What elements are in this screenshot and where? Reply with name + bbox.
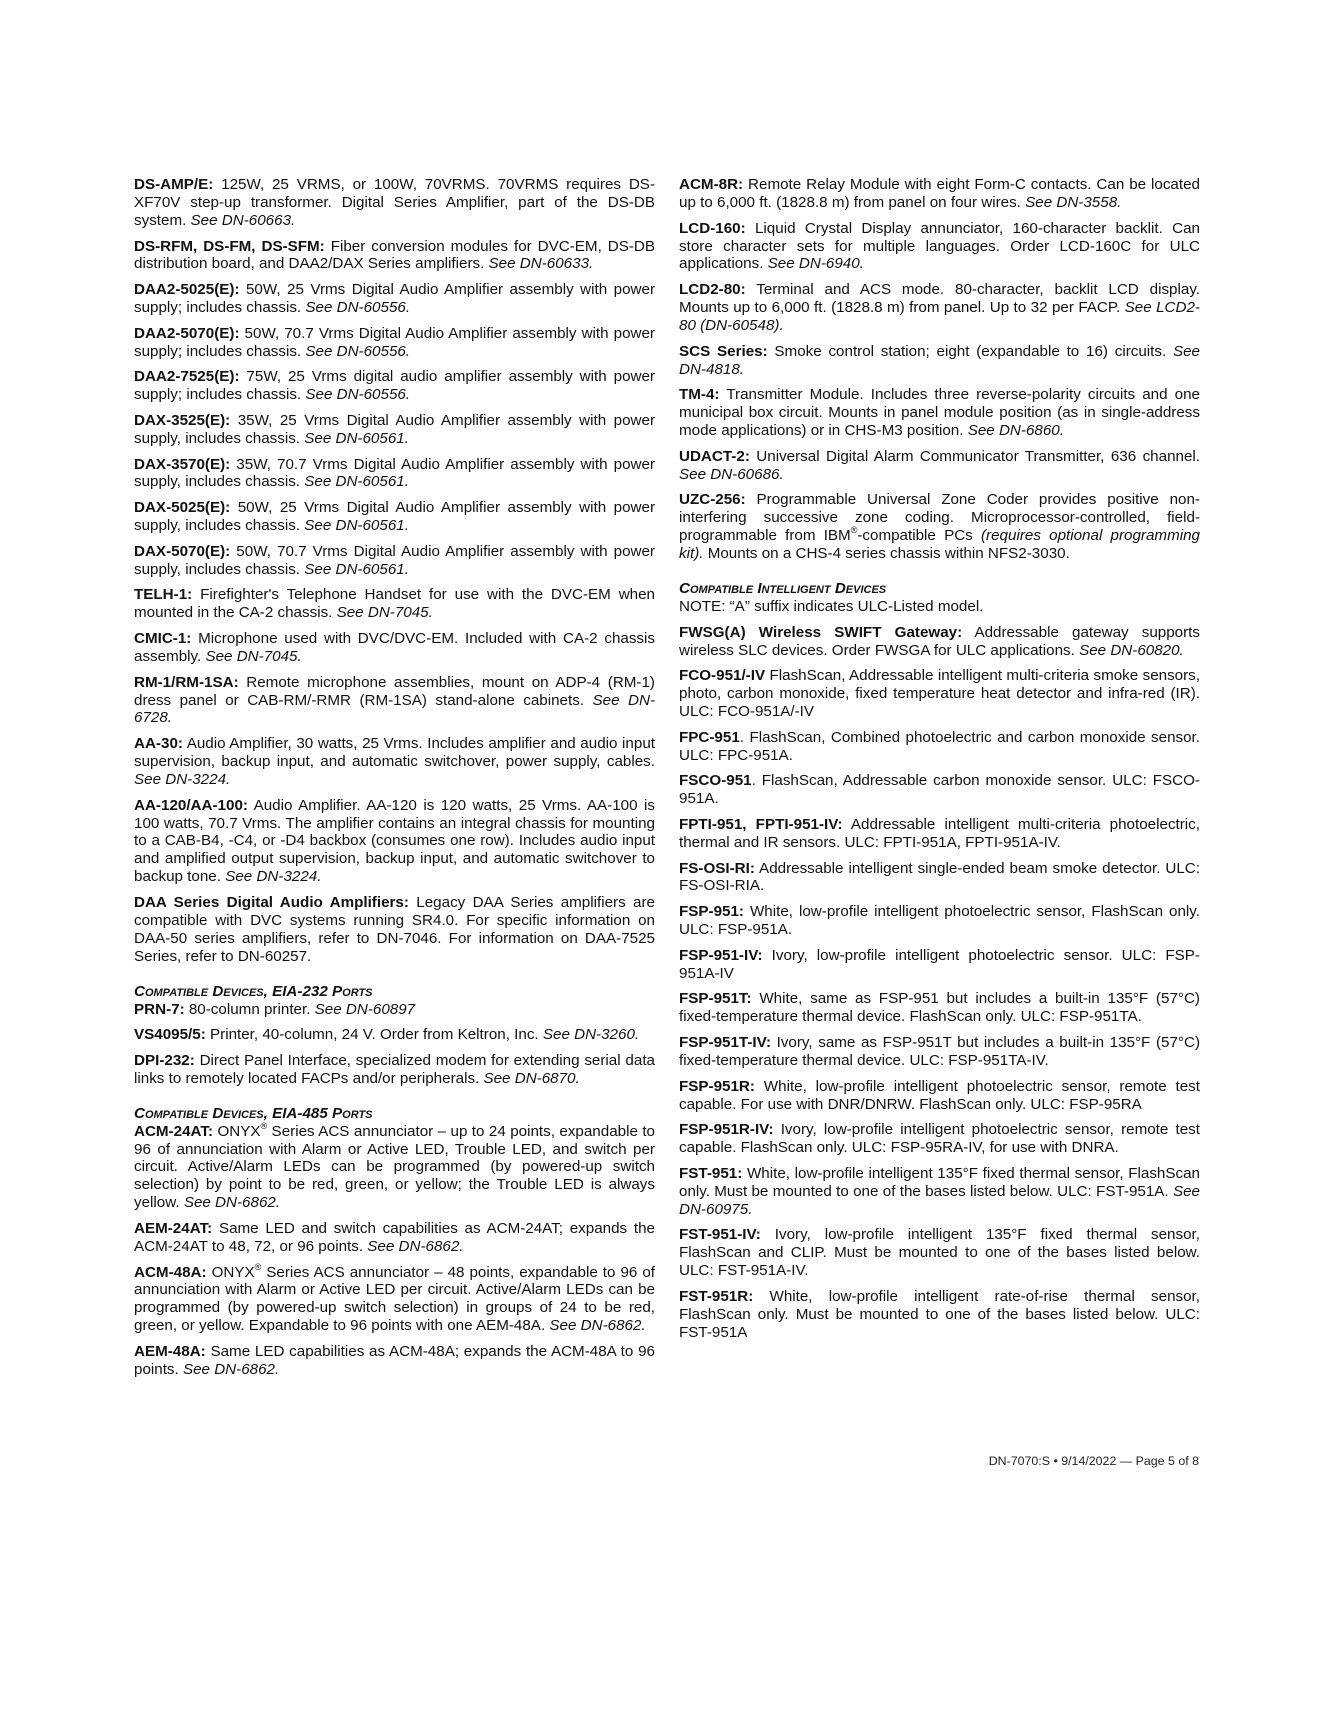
- entry-reference: See DN-60975.: [679, 1182, 1200, 1218]
- section-heading-intelligent: Compatible Intelligent Devices: [679, 580, 887, 597]
- left-entries: [134, 176, 655, 966]
- entry-term: AA-120/AA-100:: [134, 796, 248, 814]
- entry-text: Transmitter Module. Includes three reverse-polarity circuits and one municipal box circuit. Mounts in panel module position (as in single-address mode applications) or in CHS-M3 position.: [679, 386, 1200, 440]
- entry-aem-48a: [134, 1343, 655, 1379]
- entry-term: FPTI-951, FPTI-951-IV:: [679, 815, 843, 833]
- entry-dpi-232: [134, 1052, 655, 1088]
- entry-fst-951r: [679, 1288, 1200, 1342]
- entry-text: 50W, 70.7 Vrms Digital Audio Amplifier assembly with power supply; includes chassis.: [134, 324, 655, 360]
- entry-scs-series: [679, 343, 1200, 379]
- section-heading-eia485: Compatible Devices, EIA-485 Ports: [134, 1104, 373, 1122]
- left-column: [134, 176, 655, 1387]
- entry-term: DAX-5070(E):: [134, 542, 231, 560]
- entry-text: . FlashScan, Addressable carbon monoxide sensor. ULC: FSCO-951A.: [679, 772, 1200, 808]
- entry-term: CMIC-1:: [134, 630, 192, 647]
- entry-tm-4: [679, 386, 1200, 440]
- entry-reference: See DN-60561.: [304, 560, 409, 578]
- registered-mark: ®: [260, 1120, 268, 1131]
- entry-term: DAX-3570(E):: [134, 455, 231, 473]
- entry-reference: See DN-60686.: [679, 465, 784, 483]
- entry-reference: See DN-60633.: [488, 255, 594, 273]
- entry-text: 50W, 25 Vrms Digital Audio Amplifier assembly with power supply, includes chassis.: [134, 499, 655, 535]
- entry-italic-note: (requires optional programming kit).: [679, 527, 1201, 563]
- entry-term: FSP-951T-IV:: [679, 1034, 771, 1051]
- entry-term: DPI-232:: [134, 1051, 195, 1069]
- page-footer: DN-7070:S • 9/14/2022 — Page 5 of 8: [988, 1454, 1199, 1468]
- entry-text: Same LED and switch capabilities as ACM-24AT; expands the ACM-24AT to 48, 72, or 96 points.: [134, 1219, 655, 1255]
- entry-term: SCS Series:: [679, 342, 768, 360]
- entry-text: Universal Digital Alarm Communicator Transmitter, 636 channel.: [749, 447, 1200, 465]
- entry-udact-2: [679, 448, 1200, 484]
- entry-term: FSCO-951: [679, 772, 752, 790]
- entry-reference: See DN-60561.: [304, 429, 409, 447]
- entry-term: FSP-951R:: [679, 1077, 755, 1095]
- entry-fst-951: [679, 1165, 1200, 1219]
- entry-term: FS-OSI-RI:: [679, 859, 755, 877]
- entry-reference: See DN-6862.: [183, 1194, 281, 1212]
- entry-reference: See DN-6728.: [134, 691, 655, 727]
- right-column: [679, 176, 1200, 1349]
- entry-lcd2-80: [679, 281, 1200, 335]
- entry-fpc-951: [679, 729, 1200, 765]
- entry-text: Direct Panel Interface, specialized modem for extending serial data links to remotely located FACPs and/or peripherals.: [134, 1051, 655, 1087]
- entry-fs-osi-ri: [679, 860, 1200, 896]
- entry-aem-24at: [134, 1220, 655, 1256]
- entry-reference: See DN-60663.: [190, 211, 296, 229]
- entry-fwsg-a-wireless-swift-gateway: [679, 624, 1200, 660]
- entry-vs4095-5: [134, 1026, 655, 1044]
- section-heading-eia232: Compatible Devices, EIA-232 Ports: [134, 982, 373, 1000]
- entry-term: TELH-1:: [134, 586, 193, 604]
- entry-reference: See DN-60561.: [304, 517, 409, 535]
- entry-acm-48a: [134, 1261, 656, 1336]
- entry-fco-951-iv: [679, 667, 1200, 721]
- entry-term: ACM-48A:: [134, 1263, 207, 1281]
- entry-term: FSP-951-IV:: [679, 946, 763, 964]
- entry-term: FSP-951R-IV:: [679, 1121, 774, 1139]
- entry-reference: See DN-7045.: [336, 604, 433, 622]
- entry-ds-amp-e: [134, 176, 655, 230]
- entry-text: White, same as FSP-951 but includes a built-in 135°F (57°C) fixed-temperature thermal device. FlashScan only. ULC: FSP-951TA.: [679, 990, 1200, 1026]
- registered-mark: ®: [850, 525, 858, 536]
- entry-text: Ivory, low-profile intelligent photoelectric sensor. ULC: FSP-951A-IV: [679, 946, 1200, 982]
- entry-term: DAA Series Digital Audio Amplifiers:: [134, 893, 409, 911]
- entry-reference: See DN-3224.: [225, 868, 322, 886]
- entry-text: White, low-profile intelligent 135°F fixed thermal sensor, FlashScan only. Must be mounted to one of the bases listed below. ULC: FST-951A.: [679, 1164, 1200, 1200]
- entry-reference: See DN-6860.: [967, 422, 1064, 440]
- entry-fsp-951: [679, 903, 1200, 939]
- entry-text: 50W, 25 Vrms Digital Audio Amplifier assembly with power supply; includes chassis.: [134, 281, 655, 317]
- entry-reference: See DN-6940.: [767, 255, 864, 273]
- entry-dax-3570-e: [134, 456, 655, 492]
- entry-fsco-951: [679, 772, 1200, 808]
- entry-text: Addressable gateway supports wireless SLC devices. Order FWSGA for ULC applications.: [679, 623, 1200, 659]
- entry-text: Programmable Universal Zone Coder provides positive non-interfering successive zone coding. Microprocessor-controlled, field-programmable from IBM: [679, 491, 1200, 545]
- entry-text: Mounts on a CHS-4 series chassis within NFS2-3030.: [703, 545, 1070, 563]
- entry-text: Microphone used with DVC/DVC-EM. Included with CA-2 chassis assembly.: [134, 630, 655, 665]
- entry-text: -compatible PCs: [857, 527, 981, 545]
- entry-reference: See DN-6862.: [549, 1317, 646, 1335]
- entry-term: DAA2-7525(E):: [134, 368, 240, 386]
- entry-term: DS-AMP/E:: [134, 176, 214, 193]
- entry-acm-8r: [679, 176, 1200, 212]
- entry-reference: See DN-60820.: [1079, 641, 1184, 659]
- entry-term: FST-951R:: [679, 1287, 754, 1305]
- entry-text: White, low-profile intelligent photoelectric sensor, FlashScan only. ULC: FSP-951A.: [679, 903, 1200, 939]
- entry-text: Remote Relay Module with eight Form-C contacts. Can be located up to 6,000 ft. (1828.8 m) from panel on four wires.: [679, 176, 1200, 211]
- entry-term: FST-951-IV:: [679, 1226, 761, 1244]
- entry-term: DAX-3525(E):: [134, 411, 231, 429]
- entry-text: White, low-profile intelligent rate-of-rise thermal sensor, FlashScan only. Must be mounted to one of the bases listed below. ULC: FST-951A: [679, 1287, 1200, 1341]
- entry-term: UDACT-2:: [679, 447, 750, 465]
- entry-reference: See DN-6862.: [367, 1237, 464, 1255]
- entry-cmic-1: [134, 630, 655, 666]
- entry-term: AEM-24AT:: [134, 1219, 213, 1237]
- entry-text: Fiber conversion modules for DVC-EM, DS-DB distribution board, and DAA2/DAX Series amplifiers.: [134, 237, 655, 273]
- entry-fst-951-iv: [679, 1226, 1200, 1280]
- entry-term: FSP-951:: [679, 903, 744, 921]
- entry-text: 80-column printer.: [184, 1000, 315, 1018]
- entry-term: UZC-256:: [679, 491, 746, 509]
- entry-text: FlashScan, Addressable intelligent multi-criteria smoke sensors, photo, carbon monoxide, fixed temperature heat detector and infra-red (IR). ULC: FCO-951A/-IV: [679, 667, 1200, 721]
- entry-text: Ivory, low-profile intelligent photoelectric sensor, remote test capable. FlashScan only. ULC: FSP-95RA-IV, for use with DNRA.: [679, 1121, 1200, 1157]
- entry-fsp-951-iv: [679, 947, 1200, 983]
- entry-fsp-951t-iv: [679, 1034, 1200, 1070]
- entry-reference: See DN-60556.: [305, 342, 411, 360]
- entry-text: 50W, 70.7 Vrms Digital Audio Amplifier assembly with power supply, includes chassis.: [134, 542, 655, 578]
- entry-daa2-5025-e: [134, 281, 655, 317]
- entry-term: LCD2-80:: [679, 281, 746, 299]
- entry-term: FCO-951/-IV: [679, 667, 766, 685]
- entry-dax-5025-e: [134, 499, 655, 535]
- entry-reference: See DN-6870.: [483, 1069, 580, 1087]
- entry-text: Audio Amplifier. AA-120 is 120 watts, 25 Vrms. AA-100 is 100 watts, 70.7 Vrms. The amplifier contains an integral chassis for mounting to a CAB-B4, -C4, or -D4 backbox (consumes one row). Includes audio input and amplified output supervision, backup input, and automatic switchover to backup tone.: [134, 796, 655, 886]
- entry-text: Legacy DAA Series amplifiers are compatible with DVC systems running SR4.0. For specific information on DAA-50 series amplifiers, refer to DN-7046. For information on DAA-7525 Series, refer to DN-60257.: [134, 893, 655, 965]
- entry-text: Series ACS annunciator – 48 points, expandable to 96 of annunciation with Alarm or Active LED per circuit. Active/Alarm LEDs can be programmed (by powered-up switch selection) in groups of 24 to be red, green, or yellow. Expandable to 96 points with one AEM-48A.: [134, 1263, 656, 1335]
- entry-prn-7: [134, 1001, 655, 1019]
- entry-text: White, low-profile intelligent photoelectric sensor, remote test capable. For use with DNR/DNRW. FlashScan only. ULC: FSP-95RA: [679, 1077, 1200, 1113]
- entry-fsp-951r-iv: [679, 1121, 1200, 1157]
- entry-reference: See DN-60561.: [304, 473, 409, 491]
- entry-lcd-160: [679, 220, 1200, 274]
- entry-term: ACM-24AT:: [134, 1122, 214, 1140]
- entry-term: DAA2-5070(E):: [134, 324, 240, 342]
- entry-reference: See DN-3224.: [134, 770, 231, 788]
- entry-term: AEM-48A:: [134, 1342, 206, 1360]
- entry-text: Series ACS annunciator – up to 24 points, expandable to 96 of annunciation with Alarm or Active LED, Trouble LED, and switch per circuit. Active/Alarm LEDs can be programmed (by powered-up switch selection) by point to be red, green, or yellow; the Trouble LED is always yellow.: [134, 1122, 656, 1212]
- entry-fsp-951r: [679, 1078, 1200, 1114]
- entry-term: RM-1/RM-1SA:: [134, 673, 239, 691]
- entry-fsp-951t: [679, 990, 1200, 1026]
- entry-term: PRN-7:: [134, 1000, 185, 1018]
- entry-text: Addressable intelligent single-ended beam smoke detector. ULC: FS-OSI-RIA.: [679, 859, 1200, 895]
- entry-term: LCD-160:: [679, 219, 746, 237]
- entry-reference: See DN-3558.: [1025, 193, 1122, 211]
- entry-term: ACM-8R:: [679, 176, 744, 193]
- entry-reference: See DN-60556.: [305, 299, 411, 317]
- entry-uzc-256: [679, 491, 1200, 563]
- registered-mark: ®: [254, 1261, 262, 1272]
- entry-aa-30: [134, 735, 655, 789]
- entry-text: Firefighter's Telephone Handset for use with the DVC-EM when mounted in the CA-2 chassis.: [134, 586, 655, 622]
- entry-aa-120-aa-100: [134, 797, 655, 887]
- entry-text: ONYX: [213, 1122, 261, 1140]
- entry-dax-5070-e: [134, 543, 655, 579]
- entry-term: FSP-951T:: [679, 990, 752, 1008]
- entry-dax-3525-e: [134, 412, 655, 448]
- entry-fpti-951-fpti-951-iv: [679, 816, 1200, 852]
- entry-text: Audio Amplifier, 30 watts, 25 Vrms. Includes amplifier and audio input supervision, backup input, and automatic switchover, power supply, cables.: [134, 735, 655, 771]
- entry-telh-1: [134, 586, 655, 622]
- intelligent-note: NOTE: “A” suffix indicates ULC-Listed model.: [679, 597, 984, 615]
- entry-acm-24at: [134, 1120, 656, 1213]
- entry-text: Smoke control station; eight (expandable to 16) circuits.: [767, 342, 1173, 360]
- entry-reference: See DN-60556.: [305, 386, 411, 404]
- entry-daa2-5070-e: [134, 325, 655, 361]
- entry-term: DS-RFM, DS-FM, DS-SFM:: [134, 237, 325, 255]
- entry-text: Same LED capabilities as ACM-48A; expands the ACM-48A to 96 points.: [134, 1342, 655, 1378]
- entry-text: Printer, 40-column, 24 V. Order from Keltron, Inc.: [205, 1026, 543, 1044]
- entry-text: Liquid Crystal Display annunciator, 160-character backlit. Can store character sets for multiple languages. Order LCD-160C for ULC applications.: [679, 219, 1200, 273]
- entry-term: VS4095/5:: [134, 1026, 206, 1044]
- entry-text: Addressable intelligent multi-criteria photoelectric, thermal and IR sensors. ULC: FPTI-951A, FPTI-951A-IV.: [679, 815, 1200, 851]
- entry-reference: See DN-3260.: [542, 1026, 640, 1044]
- entry-reference: See LCD2-80 (DN-60548).: [679, 299, 1200, 334]
- entry-text: 35W, 70.7 Vrms Digital Audio Amplifier assembly with power supply, includes chassis.: [134, 455, 655, 491]
- entry-term: FPC-951: [679, 728, 740, 746]
- entry-reference: See DN-4818.: [679, 342, 1200, 378]
- entry-term: FST-951:: [679, 1164, 743, 1182]
- entry-text: Ivory, low-profile intelligent 135°F fixed thermal sensor, FlashScan and CLIP. Must be mounted to one of the bases listed below. ULC: FST-951A-IV.: [679, 1226, 1200, 1280]
- entry-text: . FlashScan, Combined photoelectric and carbon monoxide sensor. ULC: FPC-951A.: [679, 728, 1200, 764]
- right-entries: [679, 176, 1200, 484]
- entry-text: 125W, 25 VRMS, or 100W, 70VRMS. 70VRMS requires DS-XF70V step-up transformer. Digital Series Amplifier, part of the DS-DB system.: [134, 176, 655, 229]
- entry-daa2-7525-e: [134, 368, 655, 404]
- entry-term: AA-30:: [134, 735, 183, 753]
- entry-reference: See DN-6862.: [182, 1360, 280, 1378]
- entry-text: ONYX: [206, 1263, 255, 1281]
- entry-term: DAX-5025(E):: [134, 499, 231, 517]
- entry-text: 35W, 25 Vrms Digital Audio Amplifier assembly with power supply, includes chassis.: [134, 411, 655, 447]
- entry-text: Ivory, same as FSP-951T but includes a built-in 135°F (57°C) fixed-temperature thermal device. ULC: FSP-951TA-IV.: [679, 1034, 1200, 1069]
- entry-text: Terminal and ACS mode. 80-character, backlit LCD display. Mounts up to 6,000 ft. (1828.8 m) from panel. Up to 32 per FACP.: [679, 281, 1200, 317]
- entry-reference: See DN-60897: [314, 1000, 416, 1018]
- entry-term: TM-4:: [679, 386, 720, 404]
- eia485-entries: [134, 1120, 656, 1379]
- entry-reference: See DN-7045.: [205, 647, 302, 665]
- entry-ds-rfm-ds-fm-ds-sfm: [134, 238, 655, 274]
- intelligent-entries: [679, 624, 1200, 1342]
- entry-text: 75W, 25 Vrms digital audio amplifier assembly with power supply; includes chassis.: [134, 368, 655, 404]
- entry-text: Remote microphone assemblies, mount on ADP-4 (RM-1) dress panel or CAB-RM/-RMR (RM-1SA) stand-alone cabinets.: [134, 673, 655, 709]
- entry-daa-series-digital-audio-amplifiers: [134, 894, 655, 966]
- entry-term: FWSG(A) Wireless SWIFT Gateway:: [679, 623, 963, 641]
- entry-term: DAA2-5025(E):: [134, 281, 240, 299]
- entry-rm-1-rm-1sa: [134, 674, 655, 728]
- eia232-entries: [134, 1001, 655, 1088]
